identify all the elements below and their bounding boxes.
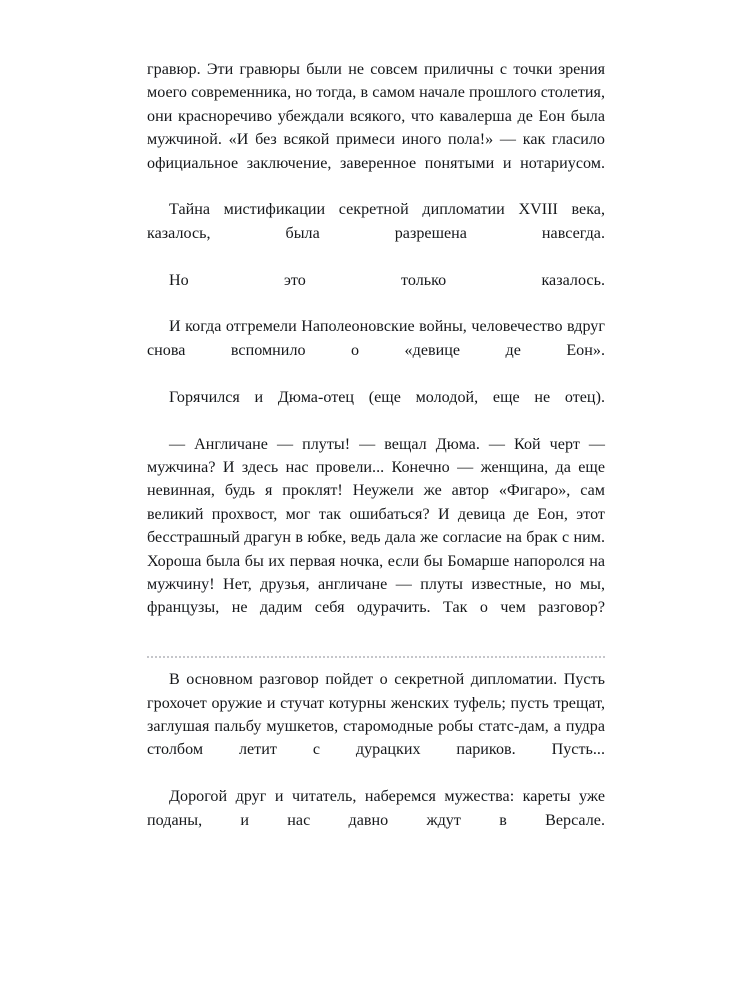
paragraph-continued: гравюр. Эти гравюры были не совсем приличны с точки зрения моего современника, но тогда, в самом начале прошлого столетия, они красноречиво убеждали всякого, что кавалерша де Еон была мужчиной. «И без всякой примеси иного пола!» — как гласило официальное заключение, заверенное понятыми и нотариусом. <box>147 61 605 172</box>
paragraph: В основном разговор пойдет о секретной дипломатии. Пусть грохочет оружие и стучат котурны женских туфель; пусть трещат, заглушая пальбу мушкетов, старомодные робы статс-дам, а пудра столбом летит с дурацких париков. Пусть... <box>147 671 605 759</box>
paragraph: И когда отгремели Наполеоновские войны, человечество вдруг снова вспомнило о «девице де Еон». <box>147 318 605 359</box>
body-section-after-rule <box>147 668 605 855</box>
paragraph-dialogue: — Англичане — плуты! — вещал Дюма. — Кой черт — мужчина? И здесь нас провели... Конечно — женщина, да еще невинная, будь я проклят! Неужели же автор «Фигаро», сам великий прохвост, мог так ошибаться? И девица де Еон, этот бесстрашный драгун в юбке, ведь дала же согласие на брак с ним. Хороша была бы их первая ночка, если бы Бомарше напоролся на мужчину! Нет, друзья, англичане — плуты известные, но мы, французы, не дадим себя одурачить. Так о чем разговор? <box>147 435 605 617</box>
paragraph: Горячился и Дюма-отец (еще молодой, еще не отец). <box>169 388 605 406</box>
paragraph: Тайна мистификации секретной дипломатии XVIII века, казалось, была разрешена навсегда. <box>147 201 605 242</box>
paragraph: Но это только казалось. <box>169 271 605 289</box>
paragraph: Дорогой друг и читатель, наберемся мужества: кареты уже поданы, и нас давно ждут в Версале. <box>147 788 605 829</box>
dotted-separator-rule <box>147 656 605 659</box>
body-section-before-rule <box>147 58 605 643</box>
text-column <box>147 58 605 855</box>
